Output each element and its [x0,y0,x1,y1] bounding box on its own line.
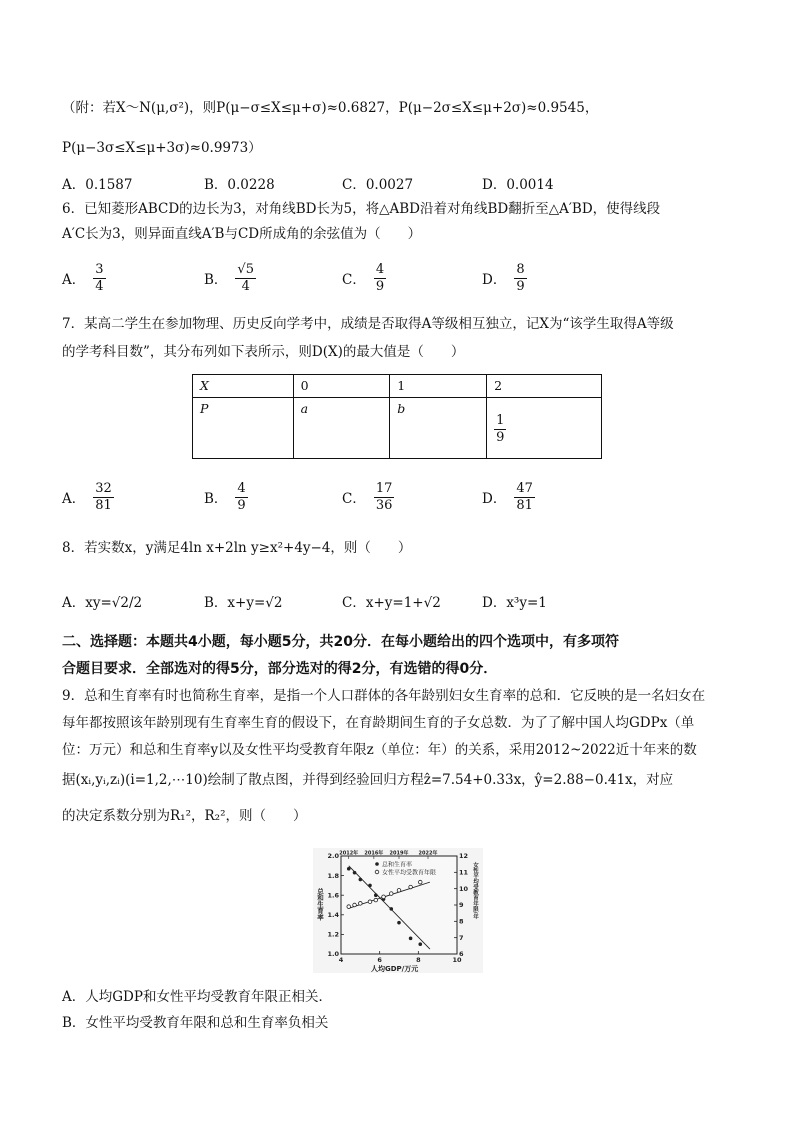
q6-stem-line-1: 6．已知菱形ABCD的边长为3，对角线BD长为5，将△ABD沿着对角线BD翻折至△A′BD，使得线段 [62,201,661,217]
q5-option-d[interactable]: D．0.0014 [482,177,554,193]
q7-option-b-label: B． [204,491,228,507]
table-cell: 2 [487,375,602,398]
left-y-tick-label: 2.0 [327,852,339,861]
q7-a-denominator: 81 [95,497,112,513]
x-tick-label: 8 [416,956,421,964]
q6-a-numerator: 3 [95,261,104,277]
right-axis-label: 女性平均受教育年限/年 [472,862,478,920]
x-tick-label: 4 [338,956,344,964]
x-tick-label: 6 [377,956,382,964]
q9-stem-line-4: 据(xᵢ,yᵢ,zᵢ)(i=1,2,⋯10)绘制了散点图，并得到经验回归方程ẑ=7.54+0.33x，ŷ=2.88−0.41x，对应 [62,772,674,788]
fertility-point [353,871,357,875]
q6-option-a-fraction [93,262,105,295]
q5-options [62,163,742,203]
legend-entry-fertility: 总和生育率 [382,861,413,869]
education-point [368,900,372,904]
q7-d-denominator: 81 [516,497,533,513]
scatter-chart [313,848,483,973]
left-axis-label: 总和生育率 [316,888,324,921]
fertility-point [368,884,372,888]
section-2-heading-line-1: 二、选择题：本题共4小题，每小题5分，共20分．在每小题给出的四个选项中，有多项符 [62,634,619,650]
q7-b-numerator: 4 [237,480,246,496]
table-fraction-numerator: 1 [496,413,505,428]
left-y-tick-label: 1.6 [327,891,339,900]
q9-option-b[interactable]: B．女性平均受教育年限和总和生育率负相关 [62,1015,329,1031]
right-y-tick-label: 9 [459,901,464,910]
education-point [347,905,351,909]
q9-stem-line-3: 位：万元）和总和生育率y以及女性平均受教育年限z（单位：年）的关系，采用2012~2022近十年来的数 [62,742,697,758]
q7-option-b[interactable] [204,477,248,517]
q7-option-d[interactable] [482,477,535,517]
table-row [193,398,602,459]
q6-a-denominator: 4 [95,278,104,294]
q7-option-c-label: C． [342,491,366,507]
q6-option-d-label: D． [482,272,507,288]
q7-option-d-label: D． [482,491,507,507]
q8-option-c[interactable]: C．x+y=1+√2 [342,595,441,611]
legend-marker-filled [375,862,379,866]
q7-b-denominator: 9 [237,497,246,513]
q6-stem-line-2: A′C长为3，则异面直线A′B与CD所成角的余弦值为（ ） [62,226,422,242]
q6-d-numerator: 8 [516,261,525,277]
q6-option-b-label: B． [204,272,228,288]
fertility-point [397,921,401,925]
q5-option-b[interactable]: B．0.0228 [204,177,275,193]
q9-stem-line-2: 每年都按照该年龄别现有生育率生育的假设下，在育龄期间生育的子女总数．为了了解中国人均GDPx（单 [62,715,695,731]
q6-option-c-label: C． [342,272,366,288]
note-line-2: P(μ−3σ≤X≤μ+3σ)≈0.9973） [62,140,262,156]
table-cell: a [293,398,390,459]
q7-option-c-fraction [374,481,395,514]
table-row [193,375,602,398]
q9-stem-line-1: 9．总和生育率有时也简称生育率，是指一个人口群体的各年龄别妇女生育率的总和．它反映的是一名妇女在 [62,688,706,704]
q7-stem-line-1: 7．某高二学生在参加物理、历史反向学考中，成绩是否取得A等级相互独立，记X为“该学生取得A等级 [62,316,674,332]
fertility-point [389,907,393,911]
q6-b-numerator: √5 [237,261,254,277]
year-label: 2019年 [389,850,409,857]
fertility-point [347,867,351,871]
q6-option-b-fraction [235,262,256,295]
education-point [359,902,363,906]
q6-options [62,258,742,298]
legend-entry-education: 女性平均受教育年限 [382,869,437,877]
left-y-tick-label: 1.0 [327,950,339,959]
table-cell: 0 [293,375,390,398]
q7-d-numerator: 47 [516,480,533,496]
q7-option-b-fraction [235,481,247,514]
q8-options [62,581,742,621]
left-y-tick-label: 1.2 [327,930,339,939]
q6-option-a-label: A． [62,272,86,288]
distribution-table [192,374,602,459]
education-point [409,885,413,889]
q6-d-denominator: 9 [516,278,525,294]
right-y-tick-label: 12 [459,852,469,861]
education-point [418,880,422,884]
q9-option-a[interactable]: A．人均GDP和女性平均受教育年限正相关． [62,989,332,1005]
q8-stem: 8．若实数x，y满足4ln x+2ln y≥x²+4y−4，则（ ） [62,540,412,556]
table-fraction [494,413,506,446]
education-point [353,903,357,907]
q7-c-denominator: 36 [375,497,393,513]
q7-option-a[interactable] [62,477,114,517]
q6-option-b[interactable] [204,258,256,298]
right-y-tick-label: 11 [459,868,469,877]
q6-c-denominator: 9 [375,278,385,294]
education-point [374,898,378,902]
x-axis-label: 人均GDP/万元 [371,965,419,973]
q7-option-a-fraction [93,481,114,514]
section-2-heading-line-2: 合题目要求．全部选对的得5分，部分选对的得2分，有选错的得0分． [62,661,498,677]
q7-options [62,477,742,517]
q7-stem-line-2: 的学考科目数”，其分布列如下表所示，则D(X)的最大值是（ ） [62,344,465,360]
q5-option-a[interactable]: A．0.1587 [62,177,133,193]
right-y-tick-label: 7 [459,933,464,942]
table-cell: b [390,398,487,459]
q6-option-d[interactable] [482,258,527,298]
year-label: 2016年 [364,850,384,857]
right-y-tick-label: 6 [459,950,464,959]
table-fraction-denominator: 9 [496,430,505,445]
q6-option-a[interactable] [62,258,106,298]
q6-option-d-fraction [514,262,526,295]
education-point [382,895,386,899]
q7-option-a-label: A． [62,491,86,507]
q7-a-numerator: 32 [95,480,112,496]
education-point [389,892,393,896]
fertility-point [418,942,422,946]
q9-stem-line-5: 的决定系数分别为R₁²，R₂²，则（ ） [62,808,307,824]
q7-option-d-fraction [514,481,535,514]
year-label: 2012年 [339,850,359,857]
table-cell: 1 [390,375,487,398]
q6-option-c-fraction [374,262,386,295]
q6-c-numerator: 4 [375,261,385,277]
note-line-1: （附：若X～N(μ,σ²)，则P(μ−σ≤X≤μ+σ)≈0.6827，P(μ−2σ≤X≤μ+2σ)≈0.9545， [62,100,599,116]
right-y-tick-label: 8 [459,917,464,926]
left-y-tick-label: 1.8 [327,871,339,880]
q8-option-d[interactable]: D．x³y=1 [482,595,547,611]
year-label: 2022年 [418,850,438,857]
right-y-tick-label: 10 [459,884,469,893]
q6-option-c[interactable] [342,258,386,298]
q6-b-denominator: 4 [241,278,250,294]
table-cell: P [193,398,294,459]
q7-option-c[interactable] [342,477,394,517]
fertility-point [374,893,378,897]
education-point [397,889,401,893]
table-cell: X [193,375,294,398]
fertility-point [409,937,413,941]
q8-option-b[interactable]: B．x+y=√2 [204,595,283,611]
q8-option-a[interactable]: A．xy=√2/2 [62,595,143,611]
left-y-tick-label: 1.4 [327,911,339,919]
q7-c-numerator: 17 [375,480,393,496]
x-tick-label: 10 [452,956,462,964]
fertility-point [359,878,363,882]
table-cell [487,398,602,459]
q5-option-c[interactable]: C．0.0027 [342,177,414,193]
